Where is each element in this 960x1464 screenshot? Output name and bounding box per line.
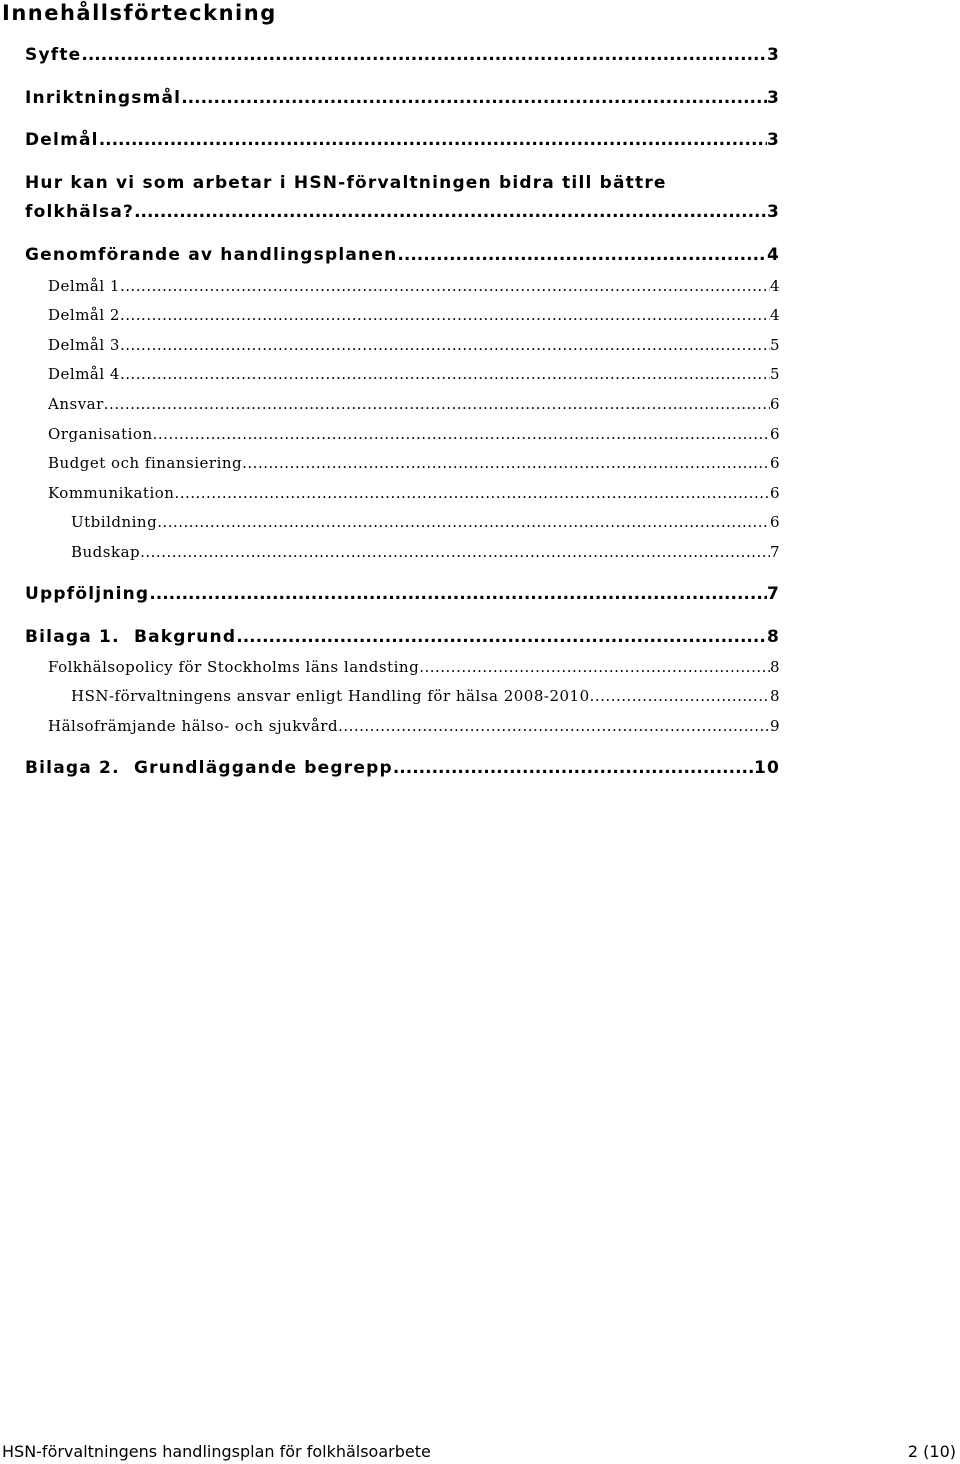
toc-leader-dots	[397, 244, 767, 266]
toc-leader-dots	[81, 44, 767, 66]
toc-entry-line1[interactable]: Hur kan vi som arbetar i HSN-förvaltningen bidra till bättre	[25, 173, 667, 193]
toc-leader-dots	[134, 201, 767, 223]
toc-page-number: 7	[766, 584, 780, 604]
toc-page-number: 9	[769, 717, 780, 735]
toc-entry-inriktningsmal[interactable]	[25, 87, 780, 109]
toc-entry-budget[interactable]	[48, 453, 780, 473]
toc-entry-title: Delmål 2	[48, 306, 120, 324]
toc-page-number: 6	[769, 454, 780, 472]
toc-entry-syfte[interactable]	[25, 44, 780, 66]
toc-entry-title: Bilaga 2. Grundläggande begrepp	[25, 758, 393, 778]
toc-entry-title: Organisation	[48, 425, 153, 443]
toc-entry-kommunikation[interactable]	[48, 483, 780, 503]
toc-entry-bilaga-2[interactable]	[25, 757, 780, 779]
toc-entry-bilaga-1[interactable]	[25, 626, 780, 648]
toc-entry-halsoframjande[interactable]	[48, 716, 780, 736]
toc-heading: Innehållsförteckning	[2, 1, 277, 25]
toc-leader-dots	[120, 364, 770, 384]
toc-entry-title: Syfte	[25, 45, 82, 65]
toc-leader-dots	[153, 424, 770, 444]
toc-entry-title: Delmål 3	[48, 336, 120, 354]
toc-leader-dots	[157, 512, 770, 532]
toc-entry-folkhalsopolicy[interactable]	[48, 657, 780, 677]
toc-entry-delmal-3[interactable]	[48, 335, 780, 355]
toc-leader-dots	[149, 583, 767, 605]
toc-page-number: 6	[769, 395, 780, 413]
toc-entry-hur-kan-vi[interactable]	[25, 201, 780, 223]
toc-entry-organisation[interactable]	[48, 424, 780, 444]
toc-entry-utbildning[interactable]	[71, 512, 780, 532]
toc-entry-title: Hälsofrämjande hälso- och sjukvård	[48, 717, 339, 735]
toc-page-number: 6	[769, 513, 780, 531]
toc-leader-dots	[236, 626, 767, 648]
toc-page-number: 5	[769, 365, 780, 383]
toc-entry-budskap[interactable]	[71, 542, 780, 562]
toc-page-number: 8	[769, 687, 780, 705]
toc-page-number: 3	[766, 130, 780, 150]
toc-page-number: 10	[753, 758, 780, 778]
toc-entry-ansvar[interactable]	[48, 394, 780, 414]
toc-entry-title: Delmål 1	[48, 277, 120, 295]
toc-leader-dots	[120, 335, 770, 355]
toc-page-number: 5	[769, 336, 780, 354]
toc-page-number: 3	[766, 45, 780, 65]
toc-entry-delmal-2[interactable]	[48, 305, 780, 325]
toc-entry-title: HSN-förvaltningens ansvar enligt Handling för hälsa 2008-2010	[71, 687, 590, 705]
toc-leader-dots	[419, 657, 770, 677]
toc-entry-title: Utbildning	[71, 513, 158, 531]
toc-leader-dots	[174, 483, 770, 503]
toc-leader-dots	[104, 394, 770, 414]
toc-page-number: 4	[766, 245, 780, 265]
toc-page-number: 6	[769, 484, 780, 502]
toc-page-number: 6	[769, 425, 780, 443]
toc-leader-dots	[181, 87, 767, 109]
toc-entry-title: Budskap	[71, 543, 141, 561]
toc-leader-dots	[120, 276, 770, 296]
toc-leader-dots	[590, 686, 770, 706]
toc-entry-title: Genomförande av handlingsplanen	[25, 245, 398, 265]
toc-leader-dots	[140, 542, 770, 562]
toc-leader-dots	[99, 129, 767, 151]
toc-entry-title: Uppföljning	[25, 584, 150, 604]
toc-leader-dots	[242, 453, 770, 473]
toc-page-number: 8	[766, 627, 780, 647]
toc-page-number: 4	[769, 277, 780, 295]
footer-document-title: HSN-förvaltningens handlingsplan för folkhälsoarbete	[2, 1442, 431, 1461]
toc-entry-title: Ansvar	[48, 395, 104, 413]
toc-entry-delmal-4[interactable]	[48, 364, 780, 384]
toc-entry-delmal-1[interactable]	[48, 276, 780, 296]
toc-entry-title: Kommunikation	[48, 484, 175, 502]
toc-page-number: 7	[769, 543, 780, 561]
toc-entry-delmal[interactable]	[25, 129, 780, 151]
toc-page-number: 3	[766, 88, 780, 108]
toc-entry-title: folkhälsa?	[25, 202, 135, 222]
toc-leader-dots	[120, 305, 770, 325]
toc-entry-title: Delmål 4	[48, 365, 120, 383]
toc-entry-hsn-ansvar[interactable]	[71, 686, 780, 706]
toc-entry-title: Delmål	[25, 130, 99, 150]
toc-entry-title: Inriktningsmål	[25, 88, 182, 108]
toc-leader-dots	[338, 716, 770, 736]
toc-entry-uppfoljning[interactable]	[25, 583, 780, 605]
toc-entry-genomforande[interactable]	[25, 244, 780, 266]
toc-entry-title: Budget och finansiering	[48, 454, 243, 472]
toc-entry-title: Bilaga 1. Bakgrund	[25, 627, 237, 647]
toc-entry-title: Folkhälsopolicy för Stockholms läns landsting	[48, 658, 420, 676]
toc-leader-dots	[393, 757, 754, 779]
footer-page-number: 2 (10)	[907, 1442, 956, 1461]
page-footer	[0, 1440, 960, 1464]
toc-page-number: 3	[766, 202, 780, 222]
toc-page-number: 8	[769, 658, 780, 676]
toc-page-number: 4	[769, 306, 780, 324]
